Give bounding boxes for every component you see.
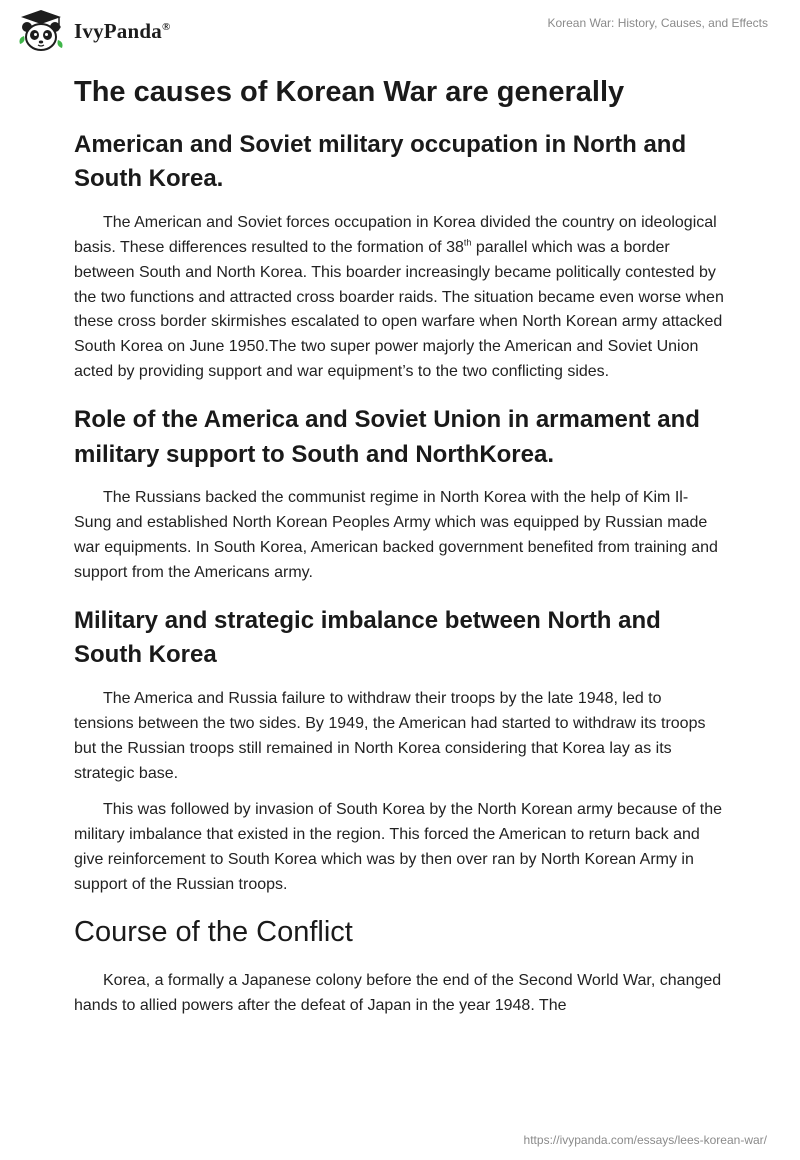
article-title: The causes of Korean War are generally xyxy=(74,76,625,108)
brand-logo[interactable] xyxy=(16,8,170,54)
document-title: Korean War: History, Causes, and Effects xyxy=(547,16,768,30)
section-heading: Military and strategic imbalance between North and South Korea xyxy=(74,606,661,669)
panda-logo-icon xyxy=(16,8,66,54)
section-heading: Role of the America and Soviet Union in armament and military support to South and NorthKorea. xyxy=(74,405,700,468)
paragraph: The America and Russia failure to withdraw their troops by the late 1948, led to tensions between the two sides. By 1949, the American had started to withdraw its troops but the Russian troops still remained in North Korea considering that Korea lay as its strategic base. xyxy=(74,690,706,782)
paragraph: Korea, a formally a Japanese colony before the end of the Second World War, changed hands to allied powers after the defeat of Japan in the year 1948. The xyxy=(74,972,722,1015)
brand-name: IvyPanda® xyxy=(74,18,171,43)
paragraph: This was followed by invasion of South Korea by the North Korean army because of the military imbalance that existed in the region. This forced the American to return back and give reinforcement to South Korea which was by then over ran by North Korean Army in support of the Russian troops. xyxy=(74,801,723,893)
section-heading: American and Soviet military occupation in North and South Korea. xyxy=(74,130,687,193)
section-title: Course of the Conflict xyxy=(74,915,353,948)
source-url[interactable]: https://ivypanda.com/essays/lees-korean-war/ xyxy=(523,1133,767,1147)
superscript-ordinal: th xyxy=(463,237,472,248)
registered-mark: ® xyxy=(161,20,171,33)
article-body xyxy=(74,68,724,1031)
page-header xyxy=(0,0,800,62)
paragraph: The Russians backed the communist regime in North Korea with the help of Kim Il-Sung and established North Korean Peoples Army which was equipped by Russian made war equipments. In South Korea, American backed government benefited from training and support from the Americans army. xyxy=(74,489,718,581)
paragraph: The American and Soviet forces occupation in Korea divided the country on ideological basis. These differences resulted to the formation of 38th parallel which was a border between South and North Korea. This boarder increasingly became politically contested by the two functions and attracted cross boarder raids. The situation became even worse when these cross border skirmishes escalated to open warfare when North Korean army attacked South Korea on June 1950.The two super power majorly the American and Soviet Union acted by providing support and war equipment’s to the two conflicting sides. xyxy=(74,214,724,381)
